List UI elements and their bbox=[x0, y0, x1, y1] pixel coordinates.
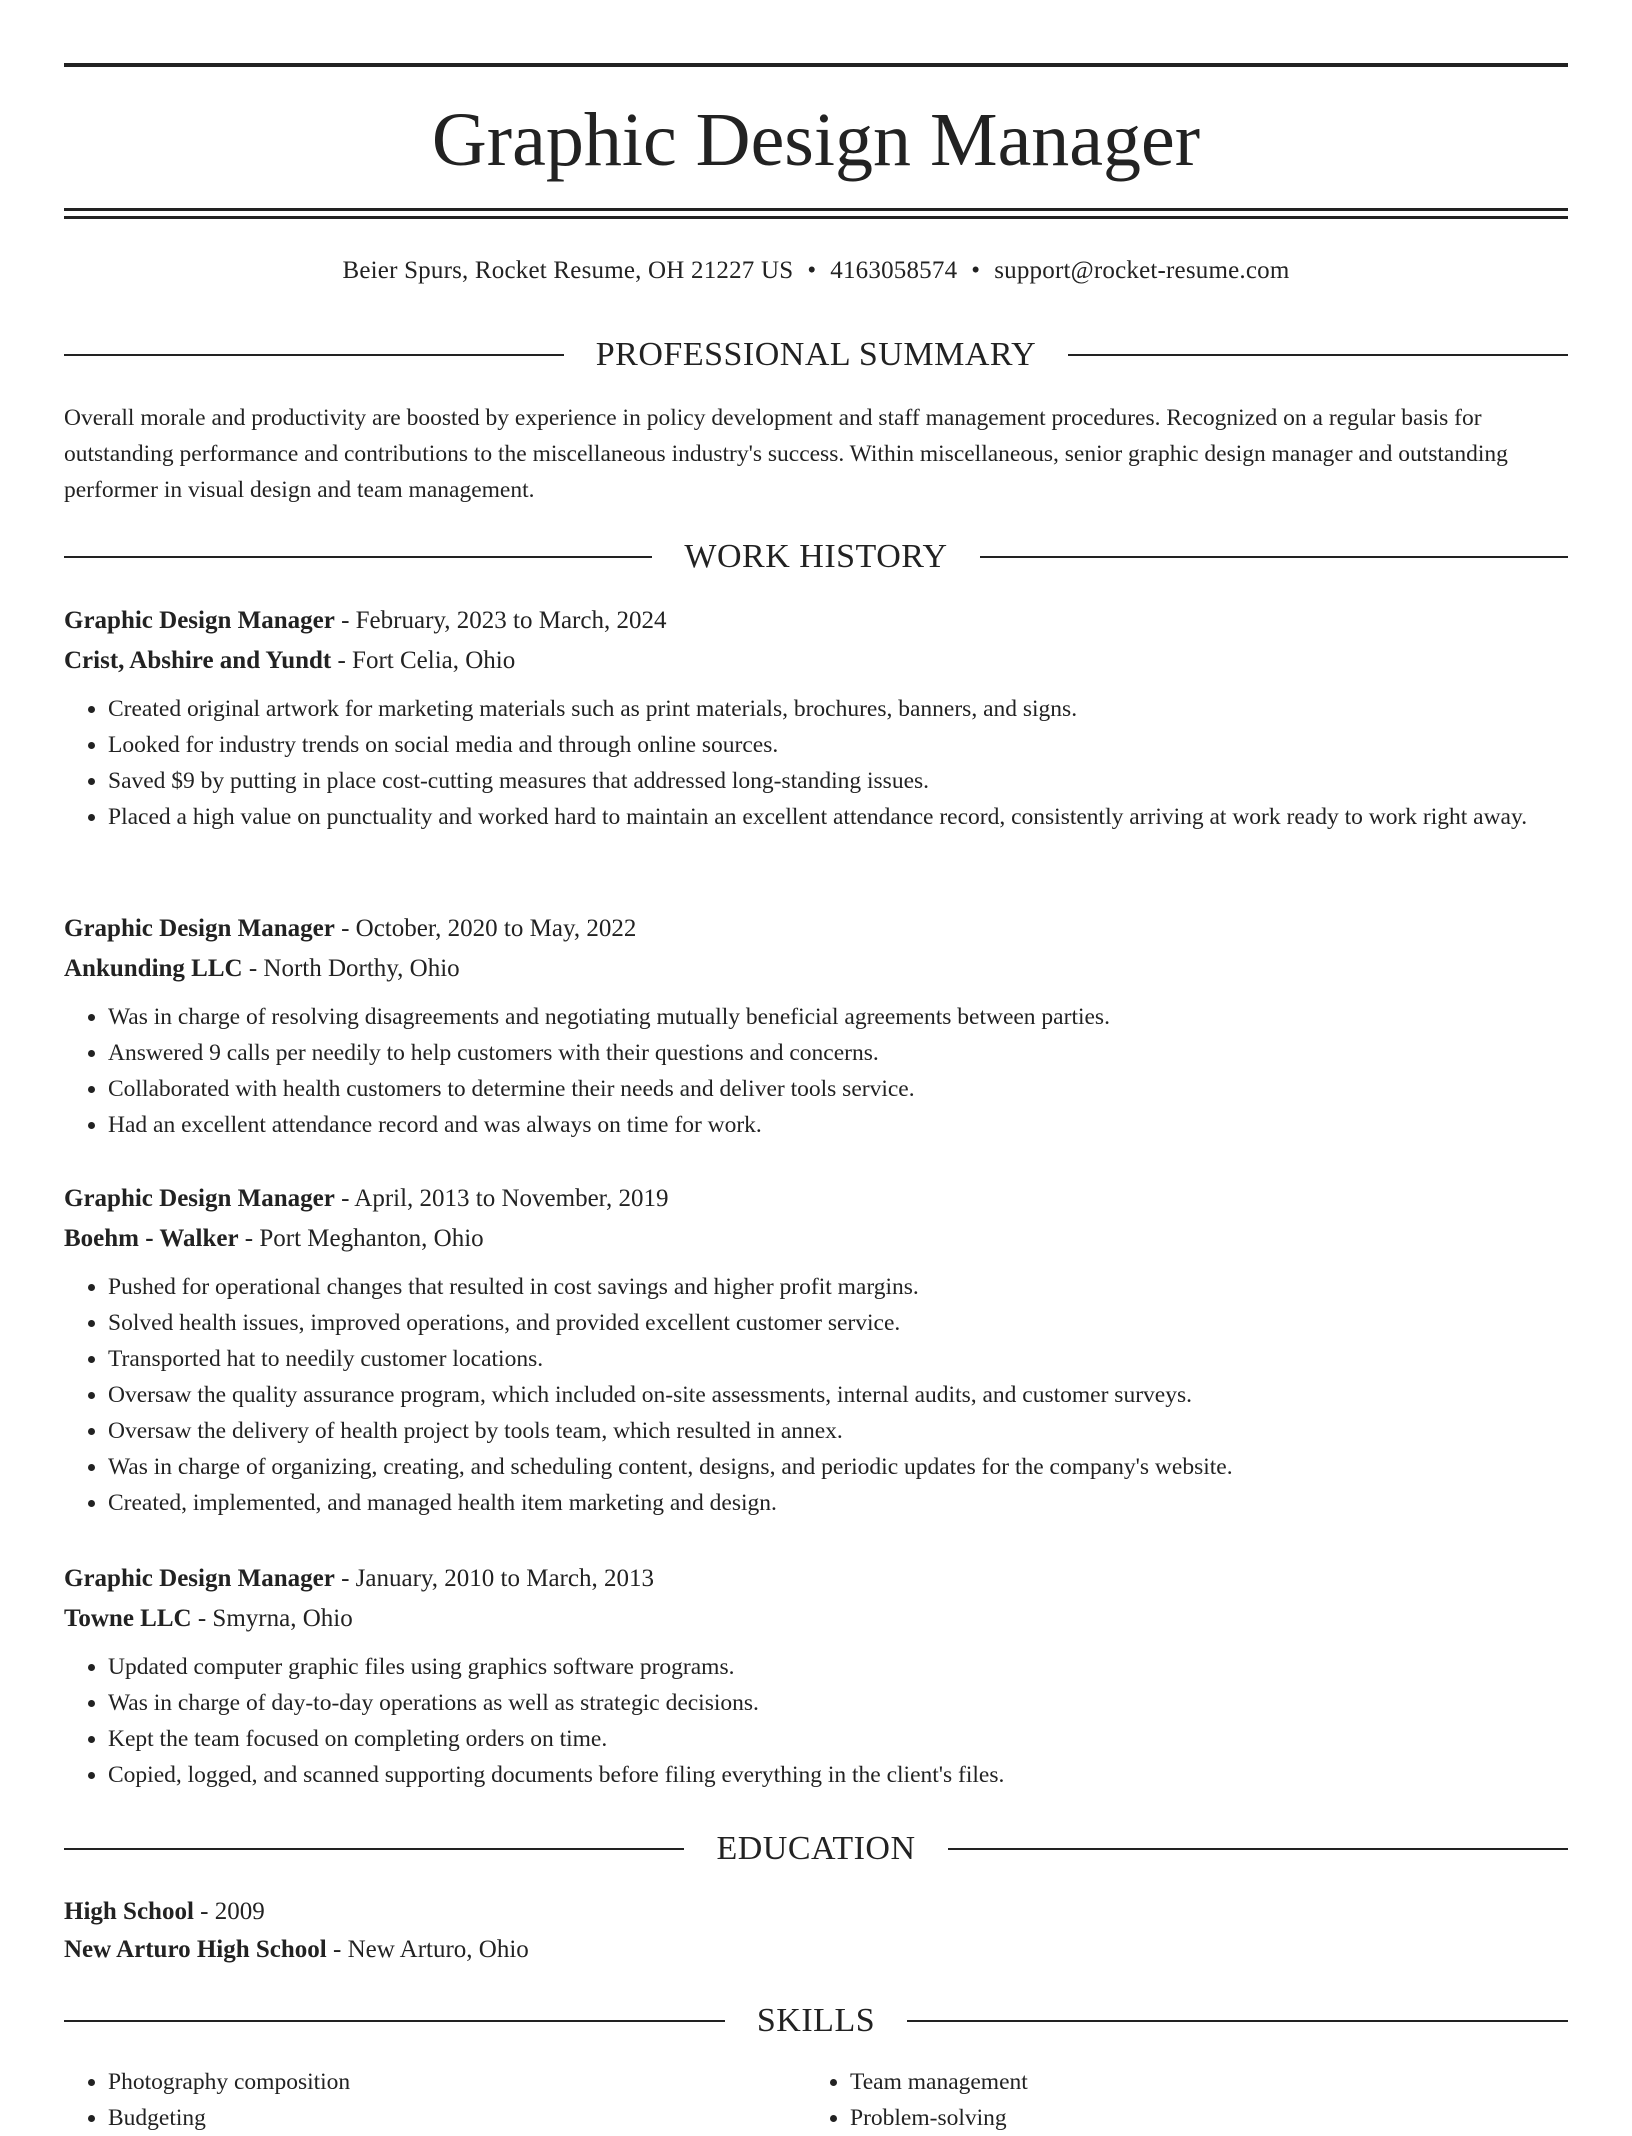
education-section-title: EDUCATION bbox=[716, 1830, 916, 1867]
job-company-line bbox=[64, 641, 1568, 681]
job-company: Ankunding LLC bbox=[64, 955, 243, 982]
heading-rule-left bbox=[64, 1848, 684, 1850]
job-dates: - April, 2013 to November, 2019 bbox=[334, 1185, 669, 1212]
job-duties-list bbox=[64, 691, 1568, 835]
heading-rule-right bbox=[1068, 354, 1568, 356]
job-title-line bbox=[64, 1179, 1568, 1219]
education-year: - 2009 bbox=[193, 1898, 265, 1925]
job-duties-list bbox=[64, 1649, 1568, 1793]
job-company: Crist, Abshire and Yundt bbox=[64, 647, 332, 674]
professional-summary-text: Overall morale and productivity are boosted by experience in policy development and staff management procedures. Recognized on a regular basis for outstanding performance and contributions to the miscellaneous industry's success. Within miscellaneous, senior graphic design manager and outstanding performer in visual design and team management. bbox=[64, 405, 1508, 503]
job-entry bbox=[64, 1559, 1568, 1793]
job-title-line bbox=[64, 1559, 1568, 1599]
skills-section-heading bbox=[64, 1999, 1568, 2043]
skill-item: • Photography composition bbox=[108, 2064, 806, 2100]
work-history-section-title: WORK HISTORY bbox=[684, 538, 948, 575]
skill-item: • Budgeting bbox=[108, 2100, 806, 2136]
job-entry bbox=[64, 1179, 1568, 1521]
skills-column-left bbox=[64, 2064, 806, 2136]
list-item: • Was in charge of day-to-day operations as well as strategic decisions. bbox=[108, 1685, 1568, 1721]
job-title: Graphic Design Manager bbox=[64, 915, 335, 942]
job-duties-list bbox=[64, 999, 1568, 1143]
header-double-rule-upper bbox=[64, 208, 1568, 211]
job-title-line bbox=[64, 601, 1568, 641]
candidate-name: Graphic Design Manager bbox=[431, 98, 1201, 182]
skills-list bbox=[64, 2064, 1568, 2136]
job-location: - Port Meghanton, Ohio bbox=[238, 1225, 484, 1252]
list-item: • Was in charge of resolving disagreements and negotiating mutually beneficial agreements between parties. bbox=[108, 999, 1568, 1035]
job-location: - Smyrna, Ohio bbox=[191, 1605, 353, 1632]
job-title: Graphic Design Manager bbox=[64, 607, 335, 634]
contact-line bbox=[64, 254, 1568, 288]
list-item: • Transported hat to needily customer locations. bbox=[108, 1341, 1568, 1377]
list-item: • Was in charge of organizing, creating, and scheduling content, designs, and periodic updates for the company's website. bbox=[108, 1449, 1568, 1485]
list-item: • Copied, logged, and scanned supporting documents before filing everything in the client's files. bbox=[108, 1757, 1568, 1793]
job-company: Boehm - Walker bbox=[64, 1225, 239, 1252]
heading-rule-right bbox=[907, 2020, 1568, 2022]
job-entry bbox=[64, 909, 1568, 1143]
list-item: • Solved health issues, improved operations, and provided excellent customer service. bbox=[108, 1305, 1568, 1341]
skill-item: • Problem-solving bbox=[850, 2100, 1548, 2136]
heading-rule-left bbox=[64, 354, 564, 356]
education-school: New Arturo High School bbox=[64, 1936, 327, 1963]
job-dates: - October, 2020 to May, 2022 bbox=[334, 915, 637, 942]
heading-rule-right bbox=[980, 556, 1568, 558]
job-title: Graphic Design Manager bbox=[64, 1565, 335, 1592]
education-degree-line bbox=[64, 1893, 1568, 1931]
list-item: • Oversaw the quality assurance program, which included on-site assessments, internal audits, and customer surveys. bbox=[108, 1377, 1568, 1413]
list-item: • Had an excellent attendance record and was always on time for work. bbox=[108, 1107, 1568, 1143]
heading-rule-left bbox=[64, 2020, 725, 2022]
list-item: • Created original artwork for marketing materials such as print materials, brochures, banners, and signs. bbox=[108, 691, 1568, 727]
education-school-line bbox=[64, 1931, 1568, 1969]
job-dates: - January, 2010 to March, 2013 bbox=[334, 1565, 654, 1592]
education-entry bbox=[64, 1893, 1568, 1969]
job-company-line bbox=[64, 949, 1568, 989]
skills-column-right bbox=[806, 2064, 1548, 2136]
list-item: • Collaborated with health customers to determine their needs and deliver tools service. bbox=[108, 1071, 1568, 1107]
education-degree: High School bbox=[64, 1898, 194, 1925]
contact-address: Beier Spurs, Rocket Resume, OH 21227 US bbox=[342, 257, 794, 284]
list-item: • Answered 9 calls per needily to help customers with their questions and concerns. bbox=[108, 1035, 1568, 1071]
education-location: - New Arturo, Ohio bbox=[326, 1936, 529, 1963]
contact-phone: 4163058574 bbox=[830, 257, 958, 284]
list-item: • Updated computer graphic files using graphics software programs. bbox=[108, 1649, 1568, 1685]
job-dates: - February, 2023 to March, 2024 bbox=[334, 607, 667, 634]
job-entry bbox=[64, 601, 1568, 835]
summary-section-heading bbox=[64, 333, 1568, 377]
job-title-line bbox=[64, 909, 1568, 949]
list-item: • Oversaw the delivery of health project by tools team, which resulted in annex. bbox=[108, 1413, 1568, 1449]
job-company-line bbox=[64, 1219, 1568, 1259]
skills-section-title: SKILLS bbox=[756, 2002, 876, 2039]
list-item: • Created, implemented, and managed health item marketing and design. bbox=[108, 1485, 1568, 1521]
list-item: • Kept the team focused on completing orders on time. bbox=[108, 1721, 1568, 1757]
job-company-line bbox=[64, 1599, 1568, 1639]
contact-separator: • bbox=[971, 257, 981, 284]
education-section-heading bbox=[64, 1827, 1568, 1871]
header-top-rule bbox=[64, 63, 1568, 67]
job-location: - Fort Celia, Ohio bbox=[331, 647, 516, 674]
job-duties-list bbox=[64, 1269, 1568, 1521]
list-item: • Saved $9 by putting in place cost-cutting measures that addressed long-standing issues. bbox=[108, 763, 1568, 799]
heading-rule-right bbox=[948, 1848, 1568, 1850]
header-double-rule-lower bbox=[64, 216, 1568, 219]
contact-separator: • bbox=[807, 257, 817, 284]
skill-item: • Team management bbox=[850, 2064, 1548, 2100]
list-item: • Pushed for operational changes that resulted in cost savings and higher profit margins. bbox=[108, 1269, 1568, 1305]
summary-section-title: PROFESSIONAL SUMMARY bbox=[595, 336, 1037, 373]
work-history-section-heading bbox=[64, 535, 1568, 579]
contact-email: support@rocket-resume.com bbox=[994, 257, 1290, 284]
job-title: Graphic Design Manager bbox=[64, 1185, 335, 1212]
job-company: Towne LLC bbox=[64, 1605, 192, 1632]
job-location: - North Dorthy, Ohio bbox=[242, 955, 460, 982]
list-item: • Placed a high value on punctuality and worked hard to maintain an excellent attendance record, consistently arriving at work ready to work right away. bbox=[108, 799, 1568, 835]
list-item: • Looked for industry trends on social media and through online sources. bbox=[108, 727, 1568, 763]
heading-rule-left bbox=[64, 556, 652, 558]
